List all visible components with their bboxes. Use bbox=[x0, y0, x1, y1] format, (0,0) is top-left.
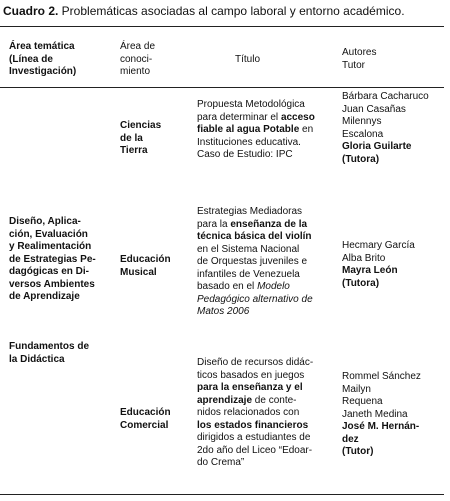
text-segment: Janeth Medina bbox=[342, 408, 408, 420]
text-segment: técnica básica del violín bbox=[197, 231, 312, 242]
cell-line: y Realimentación bbox=[9, 241, 92, 252]
cell-line bbox=[197, 231, 313, 244]
text-segment: aprendizaje bbox=[197, 394, 253, 406]
cell-line bbox=[197, 294, 313, 307]
cell-line bbox=[197, 137, 315, 150]
cell-line: Musical bbox=[120, 266, 157, 278]
text-segment: Diseño de recursos didác- bbox=[197, 357, 314, 368]
text-segment: Hecmary García bbox=[342, 240, 415, 251]
cell-line bbox=[197, 219, 313, 232]
cell-line bbox=[197, 395, 313, 408]
text-segment: Milennys bbox=[342, 116, 382, 127]
text-segment: para la bbox=[197, 218, 231, 230]
cell-line bbox=[197, 124, 315, 137]
text-segment: Bárbara Cacharuco bbox=[342, 91, 429, 102]
top-rule bbox=[0, 26, 444, 27]
text-segment: para la enseñanza y el bbox=[197, 382, 303, 393]
area-tematica-1 bbox=[9, 216, 96, 304]
text-segment: infantiles de Venezuela bbox=[197, 268, 300, 280]
header-area-tematica bbox=[9, 41, 76, 79]
text-segment: para determinar el bbox=[197, 111, 281, 123]
cell-line: Ciencias bbox=[120, 120, 162, 131]
cell-line bbox=[342, 409, 421, 422]
header-line: Área de bbox=[120, 41, 156, 52]
text-segment: acceso bbox=[280, 111, 315, 123]
text-segment: Mailyn bbox=[342, 383, 371, 395]
text-segment: Caso de Estudio: IPC bbox=[197, 149, 293, 160]
cell-line bbox=[342, 253, 415, 266]
cell-line bbox=[197, 432, 313, 445]
cell-line bbox=[342, 141, 429, 154]
text-segment: Alba Brito bbox=[342, 252, 386, 264]
row-2-titulo bbox=[197, 206, 313, 319]
cell-line: Educación bbox=[120, 254, 171, 265]
text-segment: los estados financieros bbox=[197, 419, 309, 431]
cell-line: Fundamentos de bbox=[9, 341, 90, 352]
cell-line bbox=[197, 382, 313, 395]
row-1-area bbox=[120, 120, 161, 158]
cell-line bbox=[342, 434, 421, 447]
cell-line bbox=[197, 370, 313, 383]
text-segment: en el Sistema Nacional bbox=[197, 243, 300, 255]
cell-line: dagógicas en Di- bbox=[9, 266, 90, 277]
header-line: Investigación) bbox=[9, 66, 77, 77]
text-segment: basado en el bbox=[197, 281, 258, 292]
cell-line bbox=[197, 99, 315, 112]
cell-line: Educación bbox=[120, 407, 171, 418]
cell-line: ción, Evaluación bbox=[9, 228, 88, 240]
cell-line bbox=[197, 457, 313, 470]
header-line: miento bbox=[120, 66, 151, 77]
cell-line bbox=[342, 265, 415, 278]
cell-line bbox=[342, 104, 429, 117]
text-segment: (Tutor) bbox=[342, 446, 374, 457]
cell-line bbox=[342, 396, 421, 409]
header-line: Título bbox=[235, 54, 261, 65]
cell-line bbox=[342, 421, 421, 434]
text-segment: en bbox=[299, 124, 314, 135]
cell-line bbox=[342, 129, 429, 142]
text-segment: Escalona bbox=[342, 128, 384, 140]
cell-line bbox=[197, 281, 313, 294]
text-segment: dez bbox=[342, 433, 359, 445]
cell-line bbox=[197, 306, 313, 319]
text-segment: de conte- bbox=[252, 394, 297, 406]
row-2-area bbox=[120, 254, 171, 279]
text-segment: Propuesta Metodológica bbox=[197, 99, 305, 110]
cell-line bbox=[197, 269, 313, 282]
text-segment: Matos 2006 bbox=[197, 306, 250, 317]
text-segment: dirigidos a estudiantes de bbox=[197, 432, 311, 443]
cell-line bbox=[342, 446, 421, 459]
cell-line bbox=[197, 445, 313, 458]
cell-line bbox=[342, 91, 429, 104]
header-rule bbox=[0, 87, 444, 88]
cell-line: de la bbox=[120, 132, 143, 144]
row-3-titulo bbox=[197, 357, 313, 470]
row-1-titulo bbox=[197, 99, 315, 162]
row-3-area bbox=[120, 407, 171, 432]
text-segment: (Tutora) bbox=[342, 153, 380, 165]
text-segment: José M. Hernán- bbox=[342, 421, 420, 432]
cell-line: versos Ambientes bbox=[9, 278, 95, 290]
text-segment: nidos relacionados con bbox=[197, 407, 300, 418]
text-segment: Instituciones educativa. bbox=[197, 136, 301, 148]
text-segment: ticos basados en juegos bbox=[197, 369, 305, 381]
cell-line bbox=[197, 149, 315, 162]
row-2-autores bbox=[342, 240, 415, 290]
table-caption bbox=[3, 4, 405, 18]
header-titulo bbox=[235, 54, 260, 67]
header-line: (Línea de bbox=[9, 53, 53, 65]
row-3-autores bbox=[342, 371, 421, 459]
header-line: Tutor bbox=[342, 59, 365, 71]
cell-line bbox=[342, 371, 421, 384]
text-segment: de Orquestas juveniles e bbox=[197, 256, 308, 267]
cell-line bbox=[197, 206, 313, 219]
text-segment: 2do año del Liceo “Edoar- bbox=[197, 444, 313, 456]
cell-line bbox=[342, 384, 421, 397]
text-segment: Requena bbox=[342, 396, 383, 407]
text-segment: (Tutora) bbox=[342, 277, 380, 289]
text-segment: Gloria Guilarte bbox=[342, 141, 412, 152]
cell-line: la Didáctica bbox=[9, 353, 65, 365]
cell-line bbox=[197, 112, 315, 125]
text-segment: Juan Casañas bbox=[342, 103, 406, 115]
text-segment: Estrategias Mediadoras bbox=[197, 206, 303, 217]
header-line: Área temática bbox=[9, 41, 75, 52]
cell-line bbox=[342, 278, 415, 291]
header-line: Autores bbox=[342, 47, 377, 58]
caption-text: Problemáticas asociadas al campo laboral y entorno académico. bbox=[58, 4, 405, 18]
cell-line: Tierra bbox=[120, 145, 148, 156]
cell-line bbox=[342, 240, 415, 253]
text-segment: do Crema” bbox=[197, 457, 245, 468]
bottom-rule bbox=[0, 494, 444, 495]
text-segment: Mayra León bbox=[342, 265, 398, 276]
header-autores bbox=[342, 47, 376, 72]
cell-line bbox=[197, 420, 313, 433]
cell-line bbox=[197, 407, 313, 420]
cell-line bbox=[342, 154, 429, 167]
cell-line bbox=[197, 244, 313, 257]
text-segment: Pedagógico alternativo de bbox=[197, 293, 313, 305]
text-segment: enseñanza de la bbox=[230, 218, 308, 230]
cell-line bbox=[197, 256, 313, 269]
cell-line: Diseño, Aplica- bbox=[9, 216, 81, 227]
text-segment: Modelo bbox=[257, 281, 290, 292]
cell-line: de Estrategias Pe- bbox=[9, 253, 96, 265]
cell-line: de Aprendizaje bbox=[9, 291, 80, 302]
header-line: conoci- bbox=[120, 53, 153, 65]
caption-label: Cuadro 2. bbox=[3, 4, 59, 18]
row-1-autores bbox=[342, 91, 429, 166]
text-segment: fiable al agua Potable bbox=[197, 124, 300, 135]
cell-line: Comercial bbox=[120, 419, 169, 431]
cell-line bbox=[197, 357, 313, 370]
text-segment: Rommel Sánchez bbox=[342, 371, 421, 382]
area-tematica-2 bbox=[9, 341, 89, 366]
cell-line bbox=[342, 116, 429, 129]
header-area-conocimiento bbox=[120, 41, 155, 79]
